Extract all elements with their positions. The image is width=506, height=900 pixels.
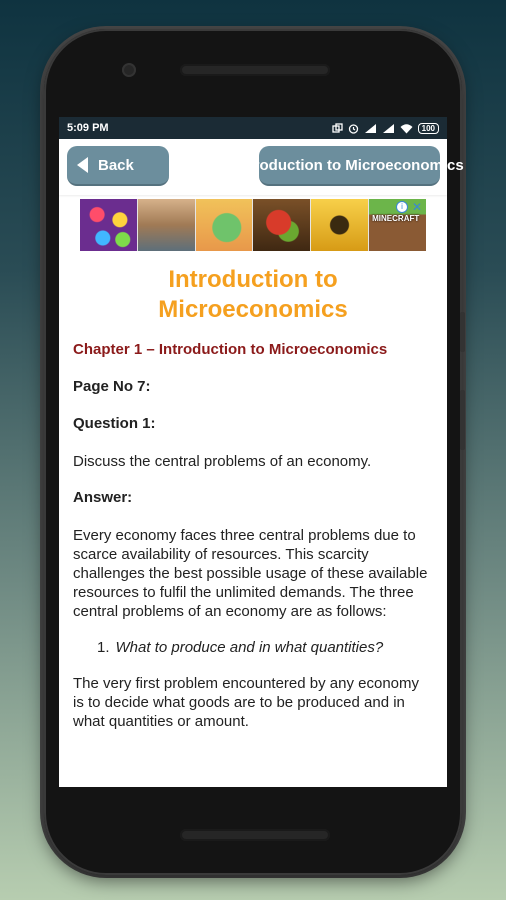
answer-label: Answer: <box>73 489 133 506</box>
back-arrow-icon <box>77 157 88 173</box>
wifi-icon <box>400 123 413 134</box>
battery-icon: 100 <box>418 123 439 134</box>
candy-game-ad-image[interactable] <box>80 199 137 251</box>
page-number: Page No 7: <box>73 378 151 395</box>
page-title: Introduction to Microeconomics <box>158 266 348 323</box>
bottom-speaker <box>180 829 330 841</box>
power-button <box>460 390 465 450</box>
list-item <box>97 639 433 656</box>
top-speaker <box>180 64 330 76</box>
list-item-text: What to produce and in what quantities? <box>115 639 384 656</box>
signal-icon-1 <box>364 123 377 134</box>
front-camera <box>122 63 136 77</box>
phone-screen <box>59 117 464 787</box>
list-item-number: 1. <box>97 639 110 656</box>
status-time: 5:09 PM <box>67 122 109 134</box>
app-bar <box>59 139 464 195</box>
question-text: Discuss the central problems of an economy. <box>73 453 372 470</box>
ad-info-icon[interactable]: i <box>396 201 408 213</box>
temple-run-ad-image[interactable] <box>311 199 368 251</box>
volume-button <box>460 312 465 352</box>
fruit-ninja-ad-image[interactable] <box>253 199 310 251</box>
back-button[interactable] <box>67 146 169 186</box>
alarm-icon <box>348 123 359 134</box>
gta-game-ad-image[interactable] <box>138 199 195 251</box>
answer-text: Every economy faces three central problems due to scarce availability of resources. This scarcity challenges the best possible usage of these available resources to fulfil the unlimited demands. The three central problems of an economy are as follows: <box>73 527 428 620</box>
followup-text: The very first problem encountered by any economy is to decide what goods are to be produced and in what quantities or amount. <box>73 675 420 730</box>
minecraft-logo-text: MINECRAFT <box>372 214 420 223</box>
signal-icon-2 <box>382 123 395 134</box>
chapter-title-button[interactable]: Introduction to Microeconomics <box>259 146 440 186</box>
status-bar <box>59 117 447 139</box>
article-content <box>59 255 447 731</box>
back-button-label: Back <box>98 156 134 174</box>
ad-banner[interactable] <box>80 199 426 251</box>
screen-share-icon <box>332 123 343 134</box>
ad-close-icon[interactable]: ✕ <box>411 200 423 214</box>
ad-banner-container <box>59 195 447 255</box>
chapter-heading: Chapter 1 – Introduction to Microeconomics <box>73 341 388 358</box>
crocodile-game-ad-image[interactable] <box>196 199 253 251</box>
question-label: Question 1: <box>73 415 156 432</box>
status-icons <box>332 123 439 134</box>
